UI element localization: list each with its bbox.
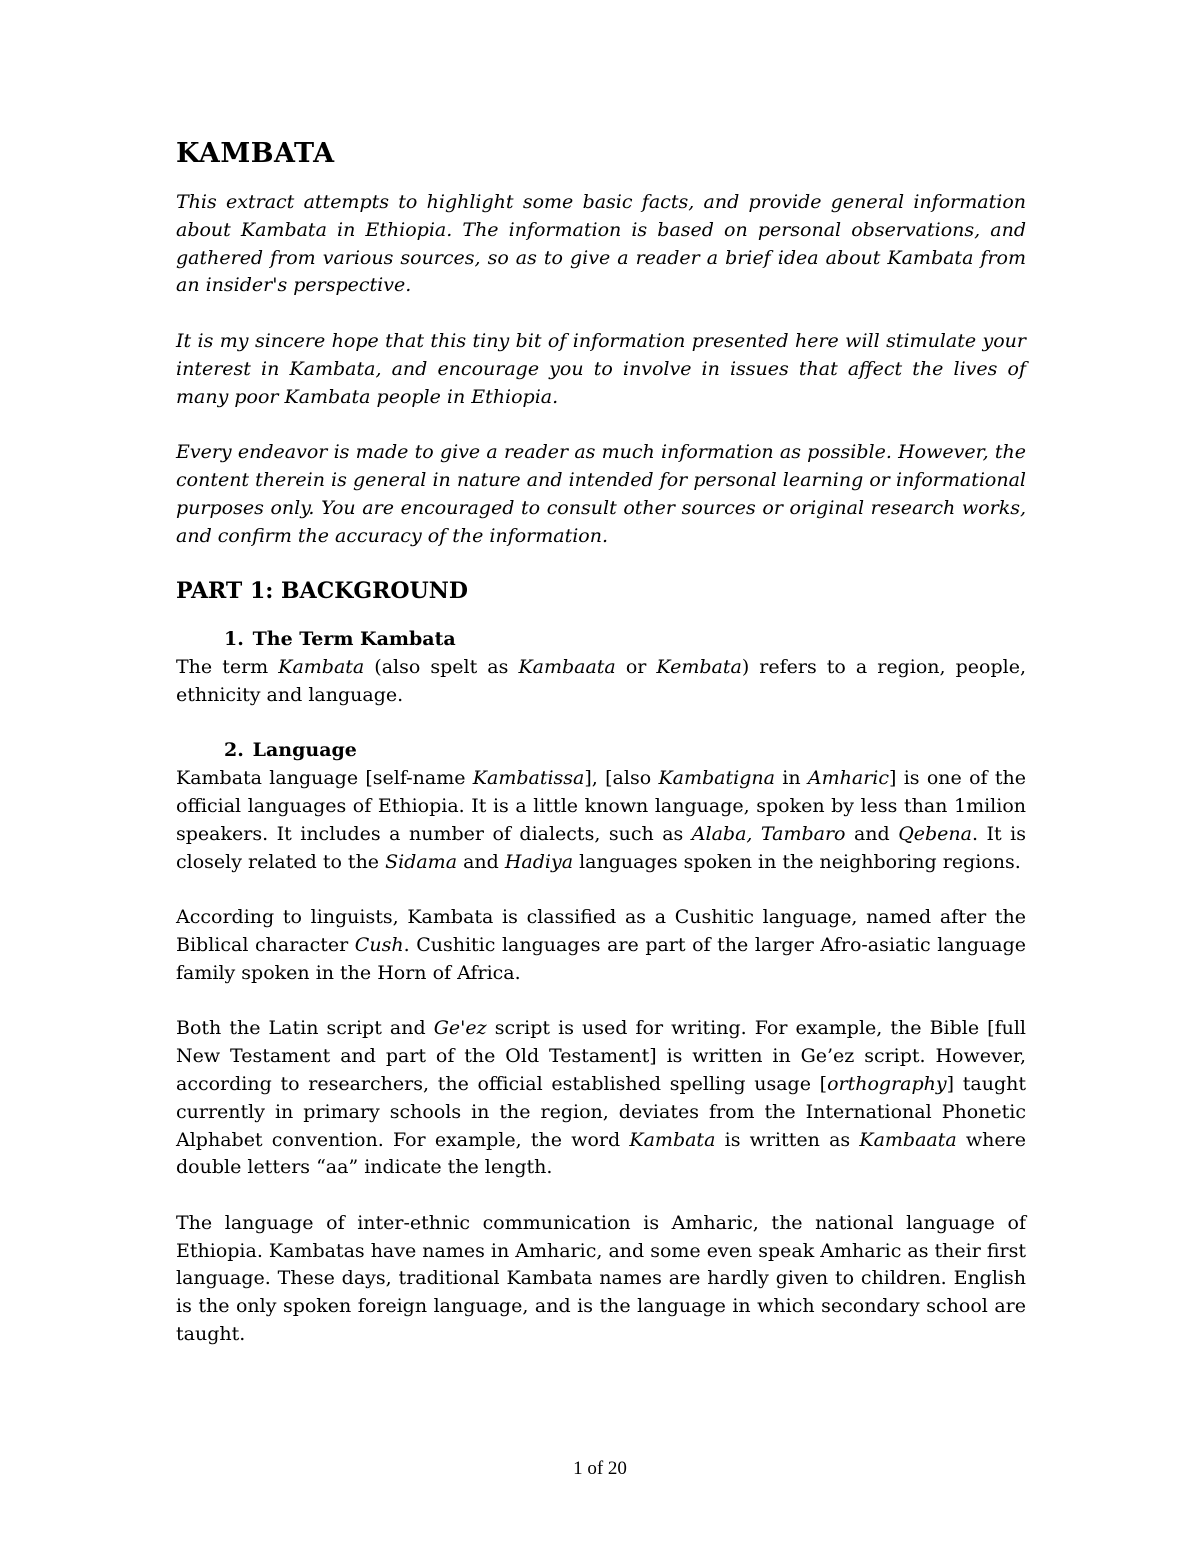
section-2-paragraph-2: According to linguists, Kambata is classified as a Cushitic language, named after the Biblical character Cush. Cushitic languages are part of the larger Afro-asiatic language family spoken in the Horn of Africa. — [176, 906, 1026, 984]
section-2-paragraph-3: Both the Latin script and Ge'ez script is used for writing. For example, the Bible [full New Testament and part of the Old Testament] is written in Ge’ez script. However, according to researchers, the official established spelling usage [orthography] taught currently in primary schools in the region, deviates from the International Phonetic Alphabet convention. For example, the word Kambata is written as Kambaata where double letters “aa” indicate the length. — [176, 1017, 1026, 1179]
intro-paragraph-3: Every endeavor is made to give a reader as much information as possible. However, the content therein is general in nature and intended for personal learning or informational purposes only. You are encouraged to consult other sources or original research works, and confirm the accuracy of the information. — [176, 441, 1026, 547]
part-1-body — [176, 626, 1026, 1349]
section-1-number: 1. — [224, 628, 244, 651]
section-2-paragraph-4: The language of inter-ethnic communication is Amharic, the national language of Ethiopia. Kambatas have names in Amharic, and some even speak Amharic as their first language. These days, traditional Kambata names are hardly given to children. English is the only spoken foreign language, and is the language in which secondary school are taught. — [176, 1211, 1026, 1346]
page-number-footer: 1 of 20 — [573, 1458, 627, 1479]
section-1-heading-text: The Term Kambata — [252, 628, 456, 651]
section-1-paragraph-1: The term Kambata (also spelt as Kambaata or Kembata) refers to a region, people, ethnicity and language. — [176, 655, 1026, 706]
document-page — [176, 138, 1026, 1349]
intro-paragraph-2: It is my sincere hope that this tiny bit of information presented here will stimulate your interest in Kambata, and encourage you to involve in issues that affect the lives of many poor Kambata people in Ethiopia. — [176, 329, 1026, 408]
section-1-heading — [176, 626, 1026, 654]
section-2-heading-text: Language — [252, 739, 357, 762]
part-1-title: PART 1: BACKGROUND — [176, 578, 468, 605]
section-2-paragraph-1: Kambata language [self-name Kambatissa], [also Kambatigna in Amharic] is one of the official languages of Ethiopia. It is a little known language, spoken by less than 1milion speakers. It includes a number of dialects, such as Alaba, Tambaro and Qebena. It is closely related to the Sidama and Hadiya languages spoken in the neighboring regions. — [176, 767, 1026, 873]
intro-section — [176, 189, 1026, 550]
intro-paragraph-1: This extract attempts to highlight some basic facts, and provide general information about Kambata in Ethiopia. The information is based on personal observations, and gathered from various sources, so as to give a reader a brief idea about Kambata from an insider's perspective. — [176, 191, 1026, 297]
section-2-heading — [176, 737, 1026, 765]
document-title: KAMBATA — [176, 138, 335, 169]
section-2-number: 2. — [224, 739, 244, 762]
